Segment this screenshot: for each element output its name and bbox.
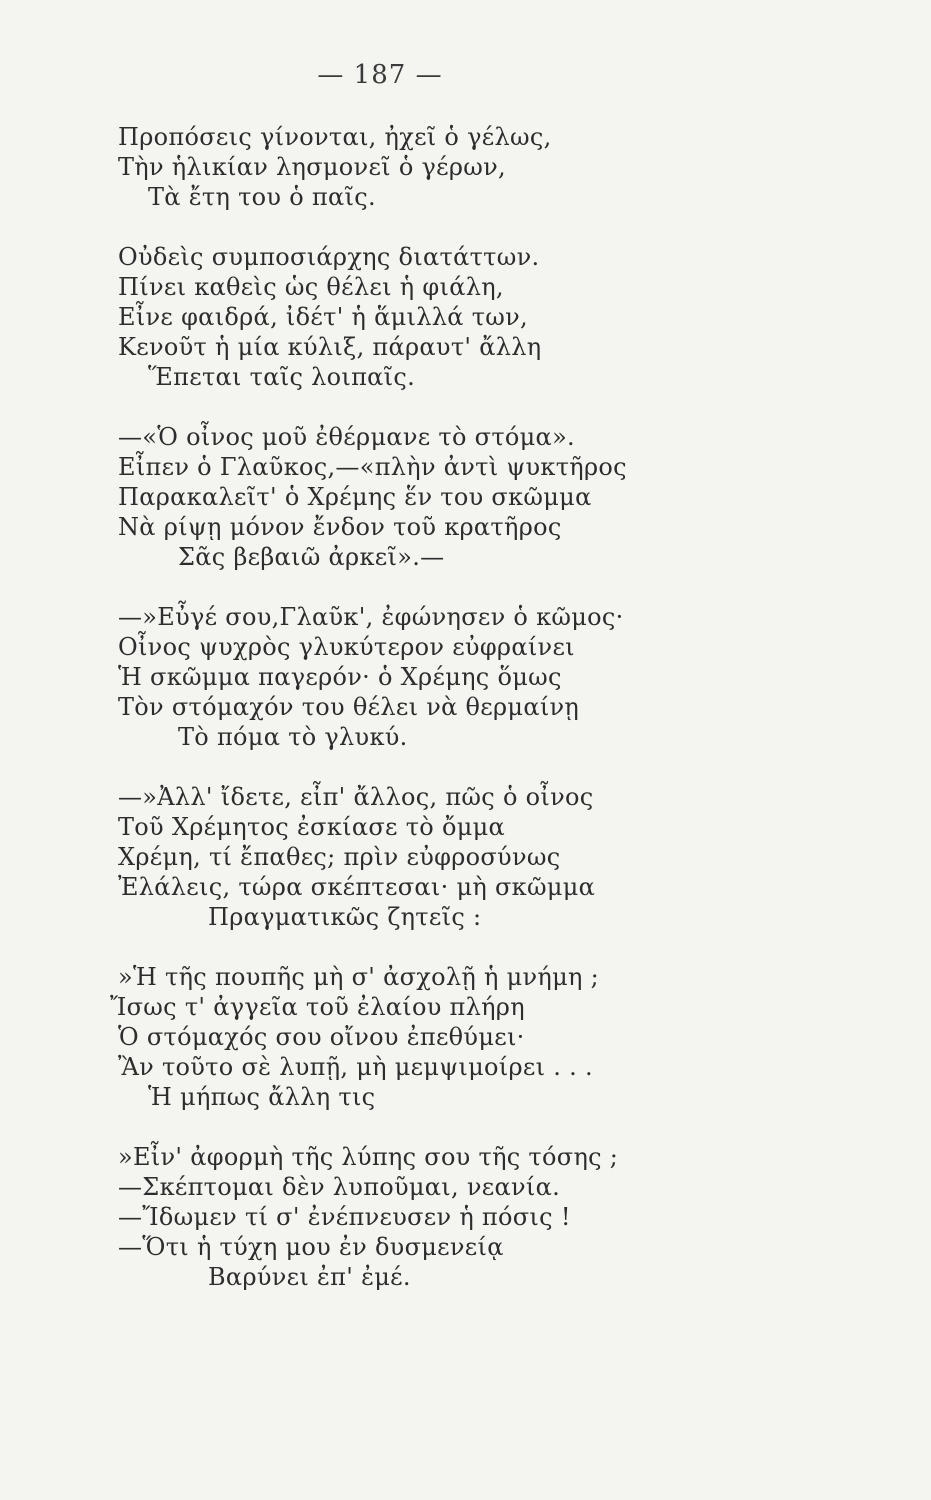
poem-line: Χρέμη, τί ἔπαθες; πρὶν εὐφροσύνως: [118, 843, 561, 871]
poem-line: Τοῦ Χρέμητος ἐσκίασε τὸ ὄμμα: [118, 813, 506, 841]
poem-line: »Εἶν' ἀφορμὴ τῆς λύπης σου τῆς τόσης ;: [118, 1143, 619, 1171]
poem-line: —«Ὁ οἶνος μοῦ ἐθέρμανε τὸ στόμα».: [118, 423, 575, 451]
poem-line: Νὰ ρίψῃ μόνον ἔνδον τοῦ κρατῆρος: [118, 513, 562, 541]
poem-line: Τὸν στόμαχόν του θέλει νὰ θερμαίνῃ: [118, 693, 580, 721]
poem-line: Τὸ πόμα τὸ γλυκύ.: [178, 723, 408, 751]
poem-line: Πίνει καθεὶς ὡς θέλει ἡ φιάλη,: [118, 273, 504, 301]
poem-line: —Ὅτι ἡ τύχη μου ἐν δυσμενείᾳ: [118, 1233, 504, 1261]
poem-line: Πραγματικῶς ζητεῖς :: [208, 903, 482, 931]
stanza: [118, 122, 878, 212]
stanza: [118, 782, 878, 932]
poem-line: —Ἴδωμεν τί σ' ἐνέπνευσεν ἡ πόσις !: [118, 1203, 571, 1231]
poem-line: —»Ἀλλ' ἴδετε, εἶπ' ἄλλος, πῶς ὁ οἶνος: [118, 783, 594, 811]
poem-line: Ἴσως τ' ἀγγεῖα τοῦ ἐλαίου πλήρη: [110, 993, 525, 1021]
poem-line: Τὴν ἡλικίαν λησμονεῖ ὁ γέρων,: [118, 153, 506, 181]
poem-line: »Ἡ τῆς πουπῆς μὴ σ' ἀσχολῇ ἡ μνήμη ;: [118, 963, 599, 991]
stanza: [118, 602, 878, 752]
stanza: [118, 422, 878, 572]
poem: [110, 122, 878, 1322]
stanza: [118, 1142, 878, 1292]
stanza: [118, 242, 878, 392]
page-number: — 187 —: [317, 60, 443, 90]
poem-line: —»Εὖγέ σου,Γλαῦκ', ἐφώνησεν ὁ κῶμος·: [118, 603, 624, 631]
poem-line: Ἡ μήπως ἄλλη τις: [148, 1083, 376, 1111]
poem-line: Ἂν τοῦτο σὲ λυπῇ, μὴ μεμψιμοίρει . . .: [118, 1053, 593, 1081]
poem-line: Ἡ σκῶμμα παγερόν· ὁ Χρέμης ὅμως: [118, 663, 562, 691]
poem-line: Κενοῦτ ἡ μία κύλιξ, πάραυτ' ἄλλη: [118, 333, 542, 361]
poem-line: Παρακαλεῖτ' ὁ Χρέμης ἕν του σκῶμμα: [118, 483, 592, 511]
poem-line: Προπόσεις γίνονται, ἠχεῖ ὁ γέλως,: [118, 123, 552, 151]
poem-line: Εἶπεν ὁ Γλαῦκος,—«πλὴν ἀντὶ ψυκτῆρος: [118, 453, 627, 481]
poem-line: Ἐλάλεις, τώρα σκέπτεσαι· μὴ σκῶμμα: [118, 873, 596, 901]
poem-line: Οἶνος ψυχρὸς γλυκύτερον εὐφραίνει: [118, 633, 575, 661]
poem-line: —Σκέπτομαι δὲν λυποῦμαι, νεανία.: [118, 1173, 561, 1201]
poem-line: Τὰ ἔτη του ὁ παῖς.: [148, 183, 376, 211]
poem-line: Βαρύνει ἐπ' ἐμέ.: [208, 1263, 411, 1291]
poem-line: Σᾶς βεβαιῶ ἀρκεῖ».—: [178, 543, 445, 571]
poem-line: Ὁ στόμαχός σου οἴνου ἐπεθύμει·: [118, 1023, 525, 1051]
poem-line: Ἕπεται ταῖς λοιπαῖς.: [148, 363, 416, 391]
poem-line: Εἶνε φαιδρά, ἰδέτ' ἡ ἅμιλλά των,: [118, 303, 528, 331]
poem-line: Οὐδεὶς συμποσιάρχης διατάττων.: [118, 243, 540, 271]
stanza: [110, 962, 878, 1112]
